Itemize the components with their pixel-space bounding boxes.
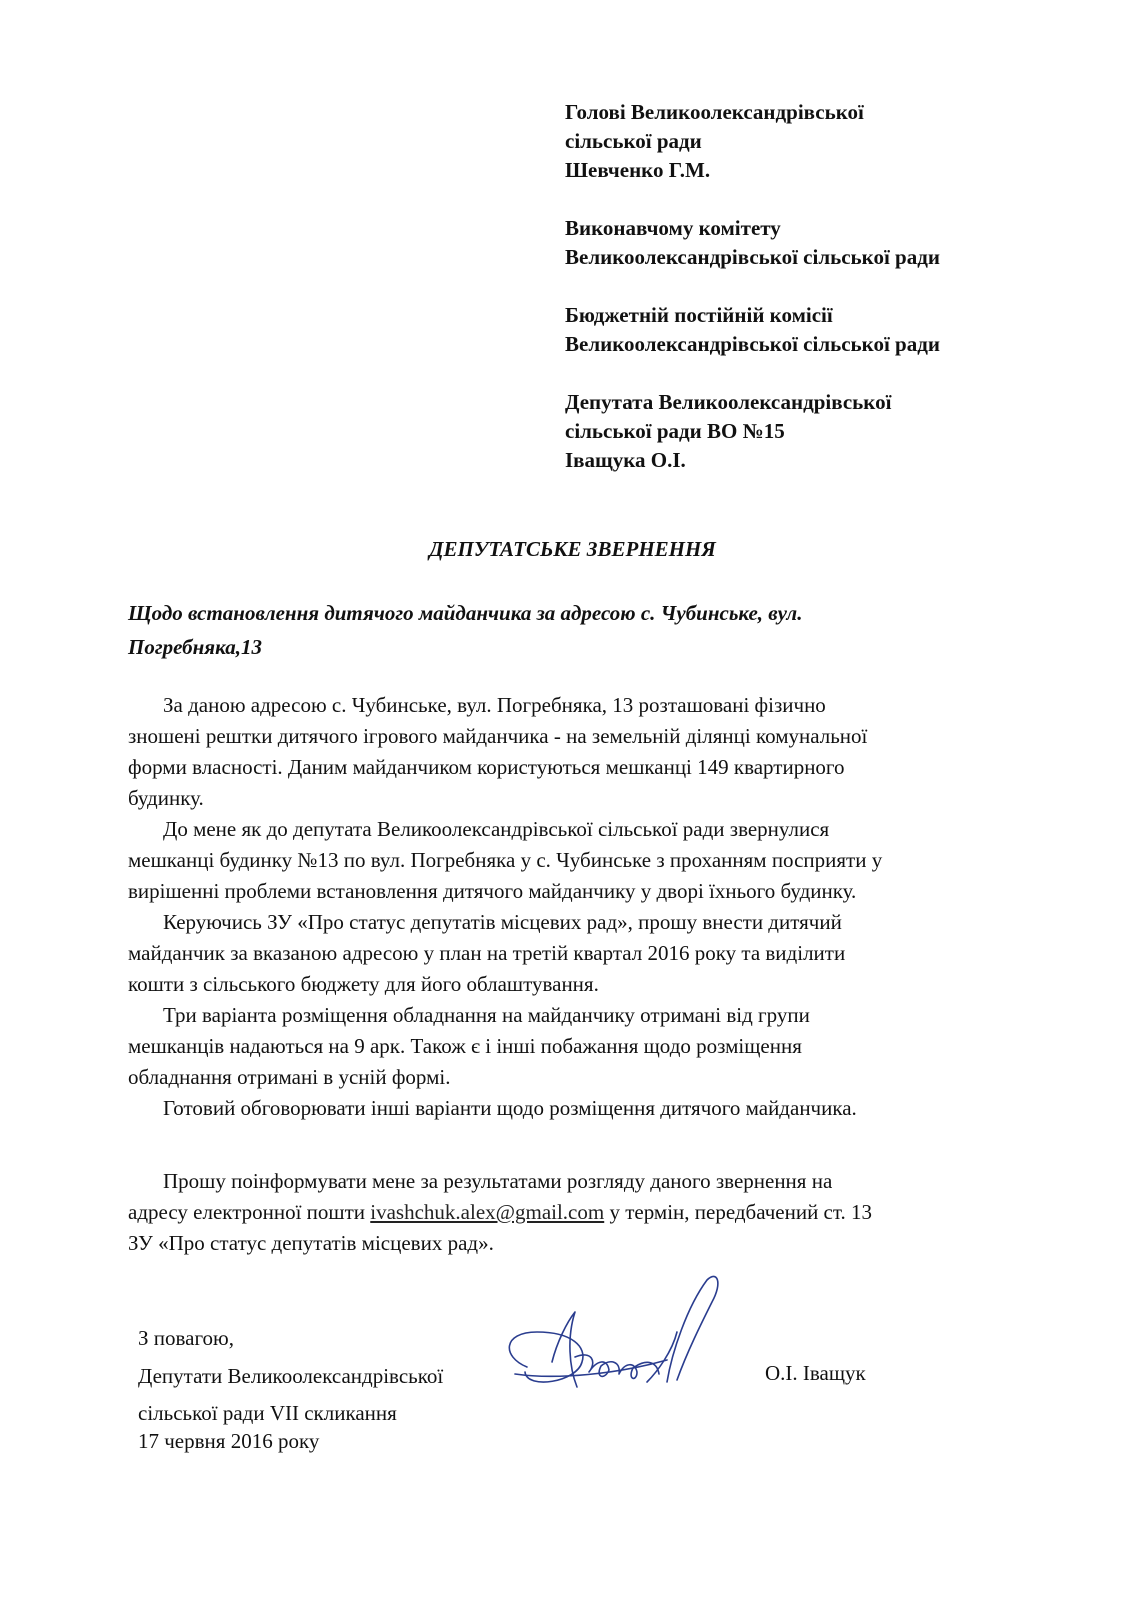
email-link[interactable]: ivashchuk.alex@gmail.com: [370, 1200, 605, 1224]
body-line: форми власності. Даним майданчиком користуються мешканці 149 квартирного: [128, 755, 845, 779]
addressee-line: сільської ради: [565, 129, 702, 153]
body-line: майданчик за вказаною адресою у план на третій квартал 2016 року та виділити: [128, 941, 846, 965]
paragraph-options: [128, 1000, 1028, 1093]
body-line: кошти з сільського бюджету для його облаштування.: [128, 972, 599, 996]
date-text: 17 червня 2016 року: [138, 1429, 320, 1453]
addressee-head: [565, 98, 1125, 185]
body-line: будинку.: [128, 786, 204, 810]
body-line: мешканці будинку №13 по вул. Погребняка у с. Чубинське з проханням посприяти у: [128, 848, 883, 872]
paragraph-residents: [128, 814, 1028, 907]
letter-body: [128, 690, 1028, 1124]
closing-text: адресу електронної пошти: [128, 1200, 371, 1224]
addressee-committee: [565, 214, 1125, 272]
addressee-line: Великоолександрівської сільської ради: [565, 332, 940, 356]
document-title: ДЕПУТАТСЬКЕ ЗВЕРНЕННЯ: [429, 537, 716, 561]
body-line: Керуючись ЗУ «Про статус депутатів місцевих рад», прошу внести дитячий: [163, 910, 842, 934]
body-line: зношені рештки дитячого ігрового майданчика - на земельній ділянці комунальної: [128, 724, 868, 748]
addressee-line: Шевченко Г.М.: [565, 158, 711, 182]
addressee-line: Голові Великоолександрівської: [565, 100, 864, 124]
sender-block: [565, 388, 1125, 475]
signer-name: О.І. Іващук: [765, 1361, 866, 1385]
subject-line: Щодо встановлення дитячого майданчика за адресою с. Чубинське, вул.: [128, 601, 803, 625]
paragraph-address: [128, 690, 1028, 814]
body-line: обладнання отримані в усній формі.: [128, 1065, 451, 1089]
closing-line: ЗУ «Про статус депутатів місцевих рад».: [128, 1231, 494, 1255]
sender-line: Депутата Великоолександрівської: [565, 390, 892, 414]
sender-line: сільської ради ВО №15: [565, 419, 785, 443]
body-line: мешканців надаються на 9 арк. Також є і інші побажання щодо розміщення: [128, 1034, 802, 1058]
closing-line: Прошу поінформувати мене за результатами розгляду даного звернення на: [163, 1169, 833, 1193]
addressee-line: Бюджетній постійній комісії: [565, 303, 833, 327]
addressee-line: Великоолександрівської сільської ради: [565, 245, 940, 269]
position-line: Депутати Великоолександрівської: [138, 1364, 444, 1388]
signature-image: [497, 1262, 732, 1427]
closing-line-email: [128, 1197, 872, 1228]
sender-line: Іващука О.І.: [565, 448, 686, 472]
position-line: сільської ради VII скликання: [138, 1401, 397, 1425]
closing-text: у термін, передбачений ст. 13: [604, 1200, 872, 1224]
subject-line: Погребняка,13: [128, 635, 262, 659]
addressee-budget-commission: [565, 301, 1125, 359]
addressee-line: Виконавчому комітету: [565, 216, 781, 240]
subject-heading: [128, 596, 1028, 664]
body-line: вирішенні проблеми встановлення дитячого майданчику у дворі їхнього будинку.: [128, 879, 857, 903]
paragraph-request: [128, 907, 1028, 1000]
body-line: До мене як до депутата Великоолександрівської сільської ради звернулися: [163, 817, 830, 841]
body-line: Готовий обговорювати інші варіанти щодо розміщення дитячого майданчика.: [163, 1096, 857, 1120]
body-line: Три варіанта розміщення обладнання на майданчику отримані від групи: [163, 1003, 810, 1027]
addressee-block: [565, 98, 1125, 475]
body-line: За даною адресою с. Чубинське, вул. Погребняка, 13 розташовані фізично: [163, 693, 826, 717]
paragraph-discussion: [128, 1093, 1028, 1124]
regards-text: З повагою,: [138, 1326, 234, 1350]
